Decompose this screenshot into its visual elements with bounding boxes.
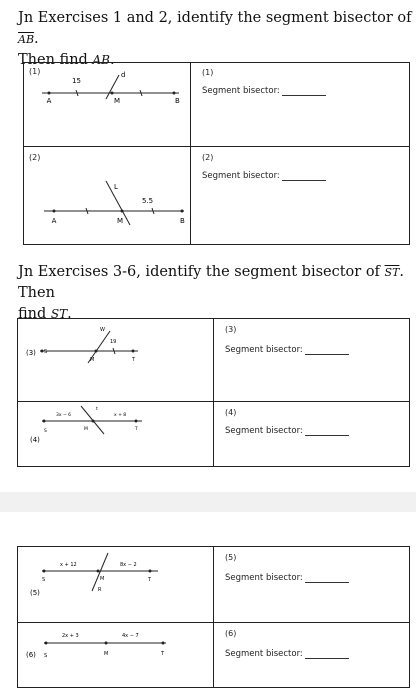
point-b-label: B bbox=[175, 97, 180, 105]
answer-blank[interactable] bbox=[305, 427, 349, 436]
exercise-number: (6) bbox=[26, 651, 36, 659]
point-m-label: M bbox=[114, 97, 121, 105]
intro-exercises-1-2: Jn Exercises 1 and 2, identify the segment bisector of $\overline{AB}$. Then find AB. bbox=[18, 10, 412, 68]
answer-number: (1) bbox=[202, 68, 214, 77]
exercise-5-figure-cell bbox=[18, 547, 214, 623]
expr2-label: 8x − 2 bbox=[120, 562, 137, 568]
point-s-label: S bbox=[42, 577, 46, 583]
point-m-label: M bbox=[117, 217, 124, 225]
line-label: t bbox=[96, 407, 98, 412]
point-t-label: T bbox=[148, 577, 152, 583]
answer-blank[interactable] bbox=[282, 172, 326, 181]
segment-bisector-answer: Segment bisector: bbox=[225, 649, 349, 659]
point-s-label: S bbox=[44, 653, 48, 659]
intro-exercises-3-6: Jn Exercises 3-6, identify the segment bisector of $\overline{ST}$. Then find ST. bbox=[18, 264, 405, 322]
line-label: d bbox=[121, 71, 126, 79]
line-label: R bbox=[98, 587, 102, 593]
exercise-number: (2) bbox=[29, 153, 41, 162]
exercise-number: (3) bbox=[26, 349, 36, 357]
exercise-number: (4) bbox=[30, 436, 40, 444]
segment-name: $\overline{AB}$ bbox=[18, 33, 35, 46]
exercise-6-figure-cell bbox=[18, 623, 214, 688]
answer-blank[interactable] bbox=[305, 650, 349, 659]
point-t-label: T bbox=[161, 651, 165, 657]
point-m-label: M bbox=[100, 576, 105, 582]
intro-text: Jn Exercises 1 and 2, identify the segment bisector of bbox=[18, 10, 412, 26]
exercise-6-diagram bbox=[18, 623, 213, 683]
segment-bisector-answer: Segment bisector: bbox=[225, 426, 349, 436]
intro-text: Jn Exercises 3-6, identify the segment bisector of bbox=[18, 264, 385, 280]
answer-number: (3) bbox=[225, 325, 237, 334]
line-label: L bbox=[114, 183, 118, 191]
length-label: 15 bbox=[72, 77, 81, 85]
point-s-label: S bbox=[44, 349, 48, 355]
exercise-table-1 bbox=[23, 62, 410, 245]
answer-number: (5) bbox=[225, 553, 237, 562]
exercise-2-diagram bbox=[24, 147, 190, 240]
exercise-3-answer-cell bbox=[214, 319, 410, 402]
exercise-2-figure-cell bbox=[24, 147, 191, 245]
expr2-label: x + 8 bbox=[114, 413, 127, 418]
segment-bisector-answer: Segment bisector: bbox=[202, 86, 326, 96]
exercise-5-answer-cell bbox=[214, 547, 410, 623]
segment-bisector-answer: Segment bisector: bbox=[225, 573, 349, 583]
exercise-1-figure-cell bbox=[24, 63, 191, 147]
point-a-label: A bbox=[51, 217, 57, 225]
point-s-label: S bbox=[44, 429, 47, 434]
exercise-4-diagram bbox=[18, 402, 213, 462]
exercise-table-2 bbox=[17, 318, 410, 467]
answer-number: (6) bbox=[225, 629, 237, 638]
length-label: 5.5 bbox=[142, 197, 154, 205]
expr2-label: 4x − 7 bbox=[122, 633, 139, 639]
exercise-1-diagram bbox=[24, 63, 190, 142]
point-t-label: T bbox=[132, 357, 136, 363]
point-b-label: B bbox=[180, 217, 185, 225]
point-a-label: A bbox=[46, 97, 52, 105]
segment-bisector-answer: Segment bisector: bbox=[202, 171, 326, 181]
point-t-label: T bbox=[135, 427, 138, 432]
segment-var: AB bbox=[92, 53, 110, 67]
answer-number: (4) bbox=[225, 408, 237, 417]
exercise-3-figure-cell bbox=[18, 319, 214, 402]
expr1-label: 2x + 3 bbox=[62, 633, 79, 639]
segment-bisector-answer: Segment bisector: bbox=[225, 345, 349, 355]
line-label: W bbox=[100, 327, 105, 333]
answer-blank[interactable] bbox=[305, 346, 349, 355]
point-m-label: M bbox=[90, 357, 95, 363]
point-m-label: M bbox=[104, 651, 109, 657]
exercise-2-answer-cell bbox=[191, 147, 410, 245]
exercise-3-diagram bbox=[18, 319, 213, 397]
answer-number: (2) bbox=[202, 153, 214, 162]
exercise-1-answer-cell bbox=[191, 63, 410, 147]
point-m-label: M bbox=[84, 427, 88, 432]
exercise-6-answer-cell bbox=[214, 623, 410, 688]
exercise-4-answer-cell bbox=[214, 402, 410, 467]
exercise-5-diagram bbox=[18, 547, 213, 618]
intro-text-line2: Then find bbox=[18, 52, 93, 68]
exercise-number: (5) bbox=[30, 589, 40, 597]
intro-text-line2: find bbox=[18, 306, 51, 322]
exercise-4-figure-cell bbox=[18, 402, 214, 467]
segment-name: $\overline{ST}$ bbox=[384, 266, 400, 279]
expr1-label: 3x − 6 bbox=[56, 413, 72, 418]
segment-var: ST bbox=[50, 307, 68, 321]
answer-blank[interactable] bbox=[305, 574, 349, 583]
page-separator bbox=[0, 492, 416, 512]
exercise-number: (1) bbox=[29, 67, 41, 76]
length-label: 19 bbox=[110, 339, 117, 345]
answer-blank[interactable] bbox=[282, 87, 326, 96]
expr1-label: x + 12 bbox=[60, 562, 77, 568]
exercise-table-3 bbox=[17, 546, 410, 688]
